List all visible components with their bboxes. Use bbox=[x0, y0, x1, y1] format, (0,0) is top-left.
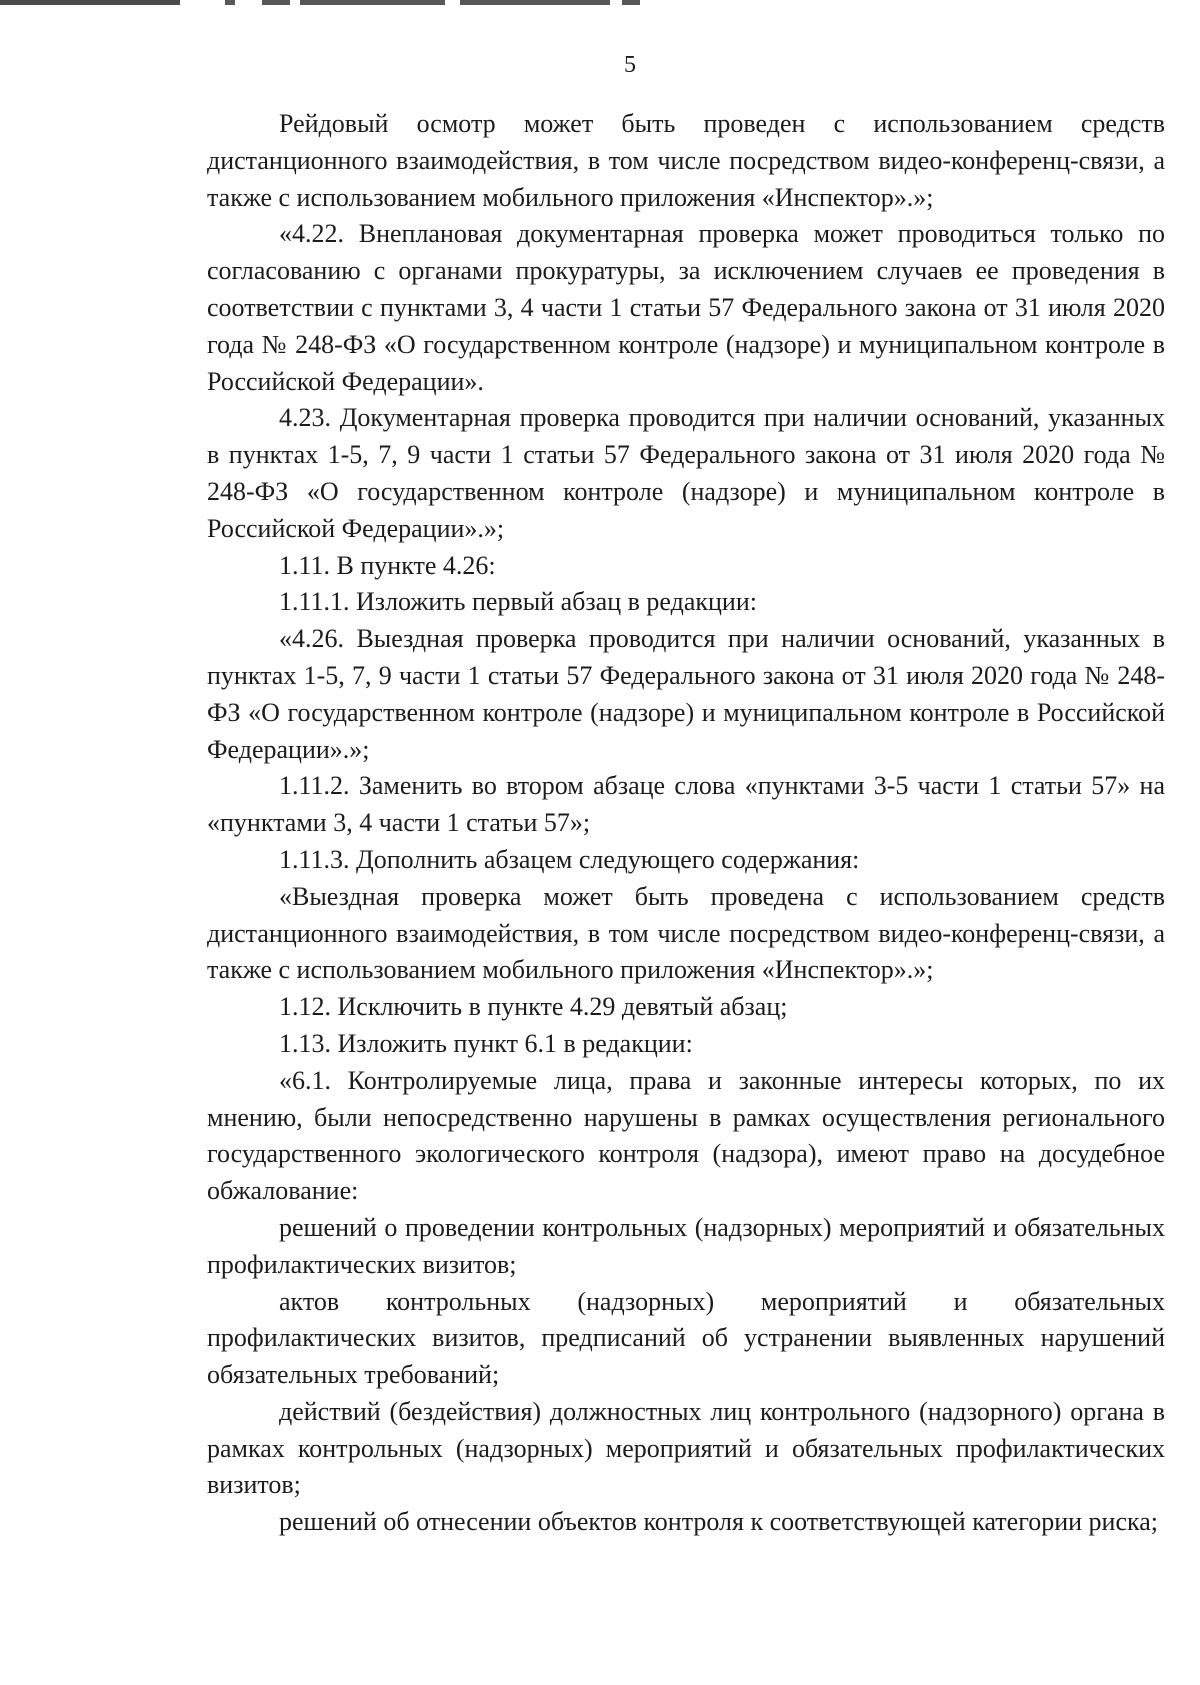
paragraph-1-11: 1.11. В пункте 4.26: bbox=[279, 550, 496, 580]
paragraph-1-13: 1.13. Изложить пункт 6.1 в редакции: bbox=[279, 1028, 693, 1058]
paragraph-6-1: «6.1. Контролируемые лица, права и законные интересы которых, по их мнению, были непосредственно нарушены в рамках осуществления регионального государственного экологического контроля (надзора), имеют право на досудебное обжалование: bbox=[207, 1065, 1165, 1206]
document-body bbox=[207, 106, 1165, 1541]
page-number: 5 bbox=[624, 52, 636, 78]
paragraph-field-inspection-remote: «Выездная проверка может быть проведена с использованием средств дистанционного взаимодействия, в том числе посредством видео-конференц-связи, а также с использованием мобильного приложения «Инспектор».»; bbox=[207, 881, 1165, 985]
paragraph-appeal-decisions: решений о проведении контрольных (надзорных) мероприятий и обязательных профилактических визитов; bbox=[207, 1212, 1165, 1279]
paragraph-1-11-1: 1.11.1. Изложить первый абзац в редакции: bbox=[279, 587, 757, 617]
paragraph-1-11-3: 1.11.3. Дополнить абзацем следующего содержания: bbox=[279, 844, 860, 874]
paragraph-appeal-risk-category: решений об отнесении объектов контроля к соответствующей категории риска; bbox=[279, 1507, 1159, 1537]
paragraph-appeal-actions: действий (бездействия) должностных лиц контрольного (надзорного) органа в рамках контрольных (надзорных) мероприятий и обязательных профилактических визитов; bbox=[207, 1396, 1165, 1500]
scan-edge-artifact bbox=[0, 0, 640, 5]
paragraph-raid-inspection-remote: Рейдовый осмотр может быть проведен с использованием средств дистанционного взаимодействия, в том числе посредством видео-конференц-связи, а также с использованием мобильного приложения «Инспектор».»; bbox=[207, 109, 1165, 212]
paragraph-1-11-2: 1.11.2. Заменить во втором абзаце слова «пунктами 3-5 части 1 статьи 57» на «пунктами 3, 4 части 1 статьи 57»; bbox=[207, 771, 1165, 838]
paragraph-appeal-acts: актов контрольных (надзорных) мероприятий и обязательных профилактических визитов, предписаний об устранении выявленных нарушений обязательных требований; bbox=[207, 1286, 1165, 1390]
paragraph-4-26: «4.26. Выездная проверка проводится при наличии оснований, указанных в пунктах 1-5, 7, 9 части 1 статьи 57 Федерального закона от 31 июля 2020 года № 248-ФЗ «О государственном контроле (надзоре) и муниципальном контроле в Российской Федерации».»; bbox=[207, 624, 1165, 764]
paragraph-1-12: 1.12. Исключить в пункте 4.29 девятый абзац; bbox=[279, 992, 788, 1022]
paragraph-4-23: 4.23. Документарная проверка проводится при наличии оснований, указанных в пунктах 1-5, 7, 9 части 1 статьи 57 Федерального закона от 31 июля 2020 года № 248-ФЗ «О государственном контроле (надзоре) и муниципальном контроле в Российской Федерации».»; bbox=[207, 403, 1165, 543]
paragraph-4-22: «4.22. Внеплановая документарная проверка может проводиться только по согласованию с органами прокуратуры, за исключением случаев ее проведения в соответствии с пунктами 3, 4 части 1 статьи 57 Федерального закона от 31 июля 2020 года № 248-ФЗ «О государственном контроле (надзоре) и муниципальном контроле в Российской Федерации». bbox=[207, 219, 1165, 396]
